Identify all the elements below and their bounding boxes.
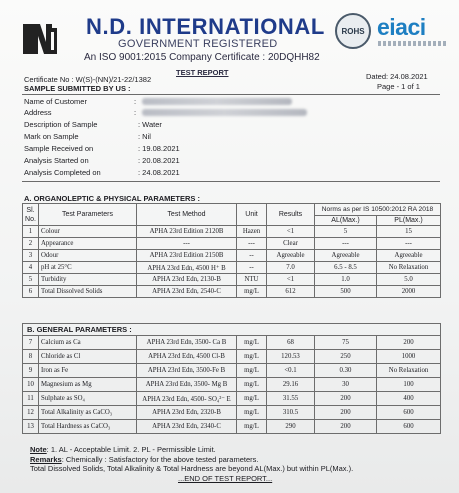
divider	[22, 181, 440, 182]
table-cell: --	[237, 262, 267, 274]
table-cell: APHA 23rd Edn, 2340-C	[137, 420, 237, 434]
end-of-report: ...END OF TEST REPORT...	[178, 474, 273, 483]
table-cell: mg/L	[237, 364, 267, 378]
table-cell: 29.16	[267, 378, 315, 392]
table-cell: 2000	[377, 286, 441, 298]
table-row	[23, 364, 441, 378]
table-cell: 600	[377, 420, 441, 434]
table-cell: APHA 23rd Edn, 4500- SO₄²⁻ E	[137, 392, 237, 406]
table-cell: APHA 23rd Edition 2150B	[137, 250, 237, 262]
table-cell: mg/L	[237, 286, 267, 298]
table-cell: APHA 23rd Edn, 4500 Cl-B	[137, 350, 237, 364]
table-cell: 68	[267, 336, 315, 350]
table-cell: 31.55	[267, 392, 315, 406]
table-cell: 2	[23, 238, 39, 250]
table-cell: Clear	[267, 238, 315, 250]
rohs-badge-icon	[335, 13, 371, 49]
field-mark-on-sample: Mark on Sample : Nil	[24, 132, 151, 141]
field-analysis-started: Analysis Started on : 20.08.2021	[24, 156, 180, 165]
table-row	[23, 406, 441, 420]
table-cell: 612	[267, 286, 315, 298]
table-cell: 1.0	[315, 274, 377, 286]
col-parameters: Test Parameters	[39, 204, 137, 226]
field-description: Description of Sample : Water	[24, 120, 162, 129]
company-logo-icon	[22, 20, 58, 58]
table-cell: 3	[23, 250, 39, 262]
table-cell: Iron as Fe	[39, 364, 137, 378]
table-cell: APHA 23rd Edn, 2540-C	[137, 286, 237, 298]
table-cell: mg/L	[237, 350, 267, 364]
field-address: Address :	[24, 108, 424, 118]
table-cell: <1	[267, 274, 315, 286]
table-cell: Turbidity	[39, 274, 137, 286]
note-label: Note	[30, 445, 47, 454]
table-cell: Appearance	[39, 238, 137, 250]
table-cell: 310.5	[267, 406, 315, 420]
table-cell: Agreeable	[267, 250, 315, 262]
rohs-badge-label: ROHS	[341, 26, 365, 36]
divider	[22, 94, 440, 95]
table-cell: Total Hardness as CaCO₃	[39, 420, 137, 434]
table-cell: 400	[377, 392, 441, 406]
redacted-value	[142, 98, 292, 105]
table-cell: Colour	[39, 226, 137, 238]
table-row	[23, 286, 441, 298]
table-cell: Agreeable	[315, 250, 377, 262]
table-cell: Odour	[39, 250, 137, 262]
note-line	[30, 445, 216, 454]
table-cell: 100	[377, 378, 441, 392]
table-cell: 120.53	[267, 350, 315, 364]
table-cell: 8	[23, 350, 39, 364]
col-unit: Unit	[237, 204, 267, 226]
table-cell: pH at 25°C	[39, 262, 137, 274]
section-b-heading: B. GENERAL PARAMETERS :	[23, 324, 441, 336]
col-sl: Sl. No.	[23, 204, 39, 226]
table-cell: 1	[23, 226, 39, 238]
table-cell: 10	[23, 378, 39, 392]
table-cell: Agreeable	[377, 250, 441, 262]
table-cell: 7	[23, 336, 39, 350]
sample-submitted-heading: SAMPLE SUBMITTED BY US :	[24, 84, 131, 93]
table-cell: APHA 23rd Edn, 2320-B	[137, 406, 237, 420]
table-cell: 6	[23, 286, 39, 298]
table-cell: 11	[23, 392, 39, 406]
table-cell: ---	[315, 238, 377, 250]
table-cell: --	[237, 250, 267, 262]
col-method: Test Method	[137, 204, 237, 226]
results-table-b	[22, 323, 441, 434]
table-cell: APHA 23rd Edn, 3500-Fe B	[137, 364, 237, 378]
remarks-label: Remarks	[30, 455, 62, 464]
company-name: N.D. INTERNATIONAL	[86, 14, 325, 39]
table-row	[23, 238, 441, 250]
table-cell: 250	[315, 350, 377, 364]
table-cell: 30	[315, 378, 377, 392]
table-cell: Magnesium as Mg	[39, 378, 137, 392]
table-cell: No Relaxation	[377, 364, 441, 378]
table-cell: Total Dissolved Solids	[39, 286, 137, 298]
note-text: : 1. AL - Acceptable Limit. 2. PL - Permissible Limit.	[46, 445, 216, 454]
table-cell: 290	[267, 420, 315, 434]
table-cell: APHA 23rd Edn, 4500 H⁺ B	[137, 262, 237, 274]
table-cell: ---	[377, 238, 441, 250]
table-cell: 200	[315, 406, 377, 420]
table-cell: 13	[23, 420, 39, 434]
field-analysis-completed: Analysis Completed on : 24.08.2021	[24, 168, 180, 177]
table-row	[23, 226, 441, 238]
table-cell: APHA 23rd Edition 2120B	[137, 226, 237, 238]
table-cell: APHA 23rd Edn, 3500- Mg B	[137, 378, 237, 392]
table-row	[23, 350, 441, 364]
section-b-row	[23, 324, 441, 336]
remarks-line	[30, 455, 258, 464]
table-row	[23, 274, 441, 286]
redacted-value	[142, 109, 307, 116]
table-row	[23, 250, 441, 262]
table-cell: 7.0	[267, 262, 315, 274]
table-cell: <0.1	[267, 364, 315, 378]
table-row	[23, 392, 441, 406]
table-cell: Total Alkalinity as CaCO₃	[39, 406, 137, 420]
table-row	[23, 420, 441, 434]
table-cell: mg/L	[237, 378, 267, 392]
page-number: Page - 1 of 1	[377, 82, 420, 91]
table-cell: 5	[315, 226, 377, 238]
table-cell: ---	[237, 238, 267, 250]
table-cell: mg/L	[237, 392, 267, 406]
table-cell: 200	[377, 336, 441, 350]
table-cell: 600	[377, 406, 441, 420]
table-cell: 1000	[377, 350, 441, 364]
table-cell: mg/L	[237, 336, 267, 350]
col-norms: Norms as per IS 10500:2012 RA 2018	[315, 204, 441, 216]
table-cell: Hazen	[237, 226, 267, 238]
table-cell: APHA 23rd Edn, 2130-B	[137, 274, 237, 286]
table-cell: 15	[377, 226, 441, 238]
table-row	[23, 336, 441, 350]
table-cell: 5.0	[377, 274, 441, 286]
eiaci-logo-underline	[378, 41, 446, 46]
certificate-number: Certificate No : W(S)-(NN)/21-22/1382	[24, 75, 152, 84]
table-cell: 500	[315, 286, 377, 298]
table-cell: 12	[23, 406, 39, 420]
eiaci-logo: eiaci	[377, 14, 426, 40]
table-cell: 9	[23, 364, 39, 378]
table-cell: No Relaxation	[377, 262, 441, 274]
table-cell: Calcium as Ca	[39, 336, 137, 350]
remarks-detail: Total Dissolved Solids, Total Alkalinity & Total Hardness are beyond AL(Max.) but within PL(Max.).	[30, 464, 354, 473]
section-a-heading: A. ORGANOLEPTIC & PHYSICAL PARAMETERS :	[24, 194, 200, 203]
table-cell: 200	[315, 420, 377, 434]
col-al-max: AL(Max.)	[315, 216, 377, 226]
table-cell: 5	[23, 274, 39, 286]
table-cell: 75	[315, 336, 377, 350]
report-date: Dated: 24.08.2021	[366, 72, 428, 81]
col-pl-max: PL(Max.)	[377, 216, 441, 226]
table-cell: Sulphate as SO₄	[39, 392, 137, 406]
table-cell: 0.30	[315, 364, 377, 378]
results-table-a	[22, 203, 441, 298]
field-received-on: Sample Received on : 19.08.2021	[24, 144, 180, 153]
table-cell: Chloride as Cl	[39, 350, 137, 364]
table-cell: mg/L	[237, 420, 267, 434]
table-cell: <1	[267, 226, 315, 238]
table-row	[23, 262, 441, 274]
field-customer-name: Name of Customer :	[24, 97, 424, 107]
iso-certificate-line: An ISO 9001:2015 Company Certificate : 20DQHH82	[84, 52, 320, 63]
table-cell: ---	[137, 238, 237, 250]
registration-line: GOVERNMENT REGISTERED	[118, 38, 278, 50]
remarks-text: : Chemically : Satisfactory for the above tested parameters.	[61, 455, 259, 464]
table-cell: 6.5 - 8.5	[315, 262, 377, 274]
table-cell: 4	[23, 262, 39, 274]
report-title: TEST REPORT	[176, 68, 229, 77]
table-cell: 200	[315, 392, 377, 406]
table-row	[23, 378, 441, 392]
table-cell: APHA 23rd Edn, 3500- Ca B	[137, 336, 237, 350]
col-results: Results	[267, 204, 315, 226]
table-cell: NTU	[237, 274, 267, 286]
table-cell: mg/L	[237, 406, 267, 420]
